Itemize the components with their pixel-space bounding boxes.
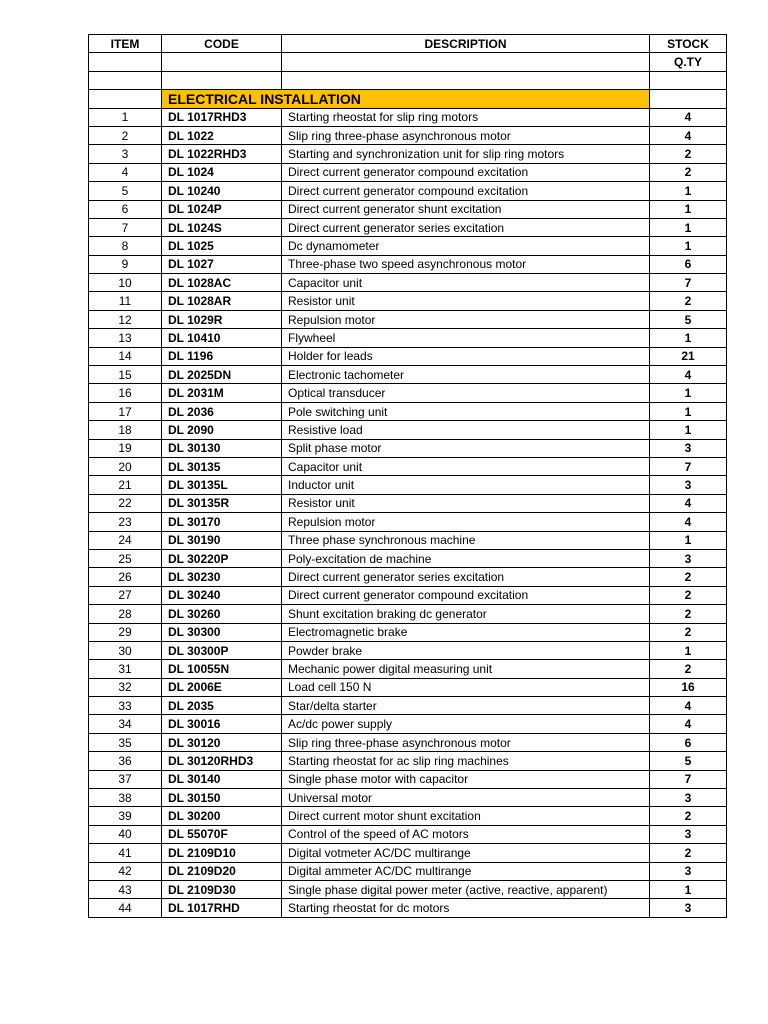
inventory-table (88, 34, 727, 918)
table-row (89, 770, 727, 788)
code-cell: DL 2109D20 (162, 862, 282, 880)
table-row (89, 899, 727, 917)
code-cell: DL 55070F (162, 825, 282, 843)
table-row (89, 586, 727, 604)
qty-cell: 3 (650, 476, 727, 494)
code-cell: DL 1022RHD3 (162, 145, 282, 163)
qty-cell: 1 (650, 531, 727, 549)
qty-cell: 1 (650, 880, 727, 898)
qty-cell: 7 (650, 457, 727, 475)
item-cell: 8 (89, 237, 162, 255)
code-cell: DL 30200 (162, 807, 282, 825)
qty-cell: 21 (650, 347, 727, 365)
table-row (89, 292, 727, 310)
qty-cell: 1 (650, 421, 727, 439)
qty-cell: 2 (650, 660, 727, 678)
qty-cell: 3 (650, 899, 727, 917)
item-cell: 33 (89, 697, 162, 715)
item-cell: 39 (89, 807, 162, 825)
header-row (89, 35, 727, 53)
stock-header: STOCK (650, 35, 727, 53)
item-cell: 29 (89, 623, 162, 641)
description-cell: Control of the speed of AC motors (282, 825, 650, 843)
code-cell: DL 30260 (162, 605, 282, 623)
code-cell: DL 1025 (162, 237, 282, 255)
description-cell: Direct current generator shunt excitation (282, 200, 650, 218)
code-cell: DL 1196 (162, 347, 282, 365)
description-cell: Holder for leads (282, 347, 650, 365)
item-cell: 9 (89, 255, 162, 273)
qty-cell: 2 (650, 605, 727, 623)
table-row (89, 844, 727, 862)
item-cell: 44 (89, 899, 162, 917)
table-row (89, 329, 727, 347)
code-cell: DL 1024P (162, 200, 282, 218)
table-row (89, 108, 727, 126)
description-cell: Optical transducer (282, 384, 650, 402)
code-cell: DL 1027 (162, 255, 282, 273)
code-cell: DL 30300P (162, 641, 282, 659)
item-cell: 25 (89, 549, 162, 567)
table-row (89, 476, 727, 494)
table-row (89, 605, 727, 623)
section-row (89, 90, 727, 108)
code-cell: DL 30190 (162, 531, 282, 549)
qty-cell: 2 (650, 163, 727, 181)
table-row (89, 825, 727, 843)
qty-cell: 4 (650, 697, 727, 715)
empty-cell (162, 53, 282, 71)
qty-cell: 4 (650, 715, 727, 733)
qty-cell: 2 (650, 145, 727, 163)
description-cell: Starting rheostat for dc motors (282, 899, 650, 917)
description-cell: Three phase synchronous machine (282, 531, 650, 549)
code-cell: DL 1028AR (162, 292, 282, 310)
item-cell: 34 (89, 715, 162, 733)
item-cell: 11 (89, 292, 162, 310)
description-cell: Resistor unit (282, 494, 650, 512)
table-row (89, 862, 727, 880)
code-cell: DL 30135 (162, 457, 282, 475)
table-row (89, 641, 727, 659)
table-row (89, 145, 727, 163)
description-cell: Direct current generator compound excitation (282, 586, 650, 604)
code-cell: DL 30230 (162, 568, 282, 586)
table-row (89, 163, 727, 181)
spacer-row (89, 71, 727, 89)
code-cell: DL 30300 (162, 623, 282, 641)
qty-cell: 4 (650, 108, 727, 126)
qty-cell: 2 (650, 568, 727, 586)
qty-cell: 1 (650, 237, 727, 255)
table-row (89, 218, 727, 236)
description-cell: Capacitor unit (282, 274, 650, 292)
description-cell: Inductor unit (282, 476, 650, 494)
description-cell: Direct current generator compound excitation (282, 182, 650, 200)
item-cell: 23 (89, 513, 162, 531)
description-cell: Poly-excitation de machine (282, 549, 650, 567)
table-row (89, 237, 727, 255)
table-row (89, 310, 727, 328)
code-cell: DL 1022 (162, 126, 282, 144)
table-row (89, 384, 727, 402)
table-row (89, 623, 727, 641)
code-cell: DL 1029R (162, 310, 282, 328)
item-cell: 36 (89, 752, 162, 770)
item-cell: 14 (89, 347, 162, 365)
qty-cell: 6 (650, 255, 727, 273)
description-cell: Digital ammeter AC/DC multirange (282, 862, 650, 880)
qty-cell: 5 (650, 752, 727, 770)
qty-cell: 4 (650, 366, 727, 384)
empty-cell (162, 71, 282, 89)
code-cell: DL 2036 (162, 402, 282, 420)
code-cell: DL 30016 (162, 715, 282, 733)
description-cell: Resistor unit (282, 292, 650, 310)
item-cell: 15 (89, 366, 162, 384)
qty-cell: 2 (650, 623, 727, 641)
code-cell: DL 30150 (162, 789, 282, 807)
code-cell: DL 2031M (162, 384, 282, 402)
empty-cell (282, 53, 650, 71)
item-cell: 3 (89, 145, 162, 163)
item-cell: 22 (89, 494, 162, 512)
table-row (89, 274, 727, 292)
empty-cell (89, 90, 162, 108)
section-title: ELECTRICAL INSTALLATION (162, 90, 650, 108)
item-cell: 6 (89, 200, 162, 218)
description-cell: Flywheel (282, 329, 650, 347)
table-row (89, 494, 727, 512)
code-cell: DL 2006E (162, 678, 282, 696)
description-cell: Direct current generator series excitation (282, 568, 650, 586)
description-cell: Split phase motor (282, 439, 650, 457)
item-cell: 42 (89, 862, 162, 880)
item-cell: 37 (89, 770, 162, 788)
header-subrow (89, 53, 727, 71)
description-cell: Shunt excitation braking dc generator (282, 605, 650, 623)
table-row (89, 182, 727, 200)
empty-cell (282, 71, 650, 89)
item-cell: 31 (89, 660, 162, 678)
item-cell: 17 (89, 402, 162, 420)
description-header: DESCRIPTION (282, 35, 650, 53)
description-cell: Resistive load (282, 421, 650, 439)
table-row (89, 549, 727, 567)
code-cell: DL 2035 (162, 697, 282, 715)
code-cell: DL 30130 (162, 439, 282, 457)
description-cell: Ac/dc power supply (282, 715, 650, 733)
item-cell: 5 (89, 182, 162, 200)
table-row (89, 531, 727, 549)
code-cell: DL 2090 (162, 421, 282, 439)
qty-cell: 3 (650, 825, 727, 843)
code-cell: DL 1017RHD (162, 899, 282, 917)
item-cell: 16 (89, 384, 162, 402)
table-row (89, 255, 727, 273)
description-cell: Dc dynamometer (282, 237, 650, 255)
table-row (89, 807, 727, 825)
code-cell: DL 1024S (162, 218, 282, 236)
item-cell: 1 (89, 108, 162, 126)
table-row (89, 439, 727, 457)
table-body (89, 71, 727, 917)
qty-cell: 1 (650, 641, 727, 659)
empty-cell (650, 71, 727, 89)
qty-cell: 1 (650, 218, 727, 236)
qty-cell: 1 (650, 384, 727, 402)
description-cell: Direct current motor shunt excitation (282, 807, 650, 825)
code-cell: DL 1024 (162, 163, 282, 181)
qty-cell: 5 (650, 310, 727, 328)
code-cell: DL 30140 (162, 770, 282, 788)
item-cell: 21 (89, 476, 162, 494)
qty-cell: 3 (650, 862, 727, 880)
description-cell: Slip ring three-phase asynchronous motor (282, 733, 650, 751)
code-cell: DL 30220P (162, 549, 282, 567)
description-cell: Starting and synchronization unit for slip ring motors (282, 145, 650, 163)
qty-cell: 7 (650, 770, 727, 788)
code-cell: DL 10055N (162, 660, 282, 678)
description-cell: Electronic tachometer (282, 366, 650, 384)
qty-cell: 16 (650, 678, 727, 696)
qty-cell: 2 (650, 807, 727, 825)
item-cell: 7 (89, 218, 162, 236)
item-cell: 38 (89, 789, 162, 807)
qty-cell: 1 (650, 200, 727, 218)
table-row (89, 347, 727, 365)
description-cell: Single phase motor with capacitor (282, 770, 650, 788)
description-cell: Starting rheostat for ac slip ring machines (282, 752, 650, 770)
description-cell: Repulsion motor (282, 310, 650, 328)
item-cell: 20 (89, 457, 162, 475)
description-cell: Capacitor unit (282, 457, 650, 475)
empty-cell (89, 71, 162, 89)
code-cell: DL 30135R (162, 494, 282, 512)
description-cell: Star/delta starter (282, 697, 650, 715)
item-cell: 2 (89, 126, 162, 144)
item-cell: 26 (89, 568, 162, 586)
code-cell: DL 10410 (162, 329, 282, 347)
qty-cell: 1 (650, 402, 727, 420)
table-row (89, 568, 727, 586)
description-cell: Electromagnetic brake (282, 623, 650, 641)
qty-cell: 3 (650, 789, 727, 807)
table-row (89, 880, 727, 898)
qty-cell: 6 (650, 733, 727, 751)
table-row (89, 733, 727, 751)
item-cell: 41 (89, 844, 162, 862)
code-cell: DL 1017RHD3 (162, 108, 282, 126)
table-row (89, 715, 727, 733)
qty-cell: 4 (650, 126, 727, 144)
code-cell: DL 30170 (162, 513, 282, 531)
description-cell: Load cell 150 N (282, 678, 650, 696)
code-cell: DL 2025DN (162, 366, 282, 384)
table-row (89, 200, 727, 218)
item-cell: 24 (89, 531, 162, 549)
code-cell: DL 30135L (162, 476, 282, 494)
table-row (89, 366, 727, 384)
code-cell: DL 2109D10 (162, 844, 282, 862)
table-row (89, 402, 727, 420)
description-cell: Single phase digital power meter (active, reactive, apparent) (282, 880, 650, 898)
description-cell: Starting rheostat for slip ring motors (282, 108, 650, 126)
qty-cell: 4 (650, 494, 727, 512)
qty-cell: 4 (650, 513, 727, 531)
description-cell: Direct current generator compound excitation (282, 163, 650, 181)
item-cell: 35 (89, 733, 162, 751)
code-cell: DL 10240 (162, 182, 282, 200)
table-row (89, 789, 727, 807)
item-cell: 12 (89, 310, 162, 328)
description-cell: Universal motor (282, 789, 650, 807)
description-cell: Three-phase two speed asynchronous motor (282, 255, 650, 273)
item-cell: 32 (89, 678, 162, 696)
item-cell: 30 (89, 641, 162, 659)
code-cell: DL 30120 (162, 733, 282, 751)
qty-cell: 2 (650, 586, 727, 604)
table-row (89, 678, 727, 696)
table-row (89, 697, 727, 715)
description-cell: Powder brake (282, 641, 650, 659)
description-cell: Direct current generator series excitation (282, 218, 650, 236)
qty-cell: 3 (650, 439, 727, 457)
item-cell: 18 (89, 421, 162, 439)
qty-cell: 1 (650, 182, 727, 200)
qty-cell: 7 (650, 274, 727, 292)
table-row (89, 457, 727, 475)
description-cell: Mechanic power digital measuring unit (282, 660, 650, 678)
table-row (89, 513, 727, 531)
code-cell: DL 2109D30 (162, 880, 282, 898)
code-header: CODE (162, 35, 282, 53)
item-cell: 4 (89, 163, 162, 181)
description-cell: Pole switching unit (282, 402, 650, 420)
empty-cell (650, 90, 727, 108)
code-cell: DL 1028AC (162, 274, 282, 292)
description-cell: Slip ring three-phase asynchronous motor (282, 126, 650, 144)
item-cell: 10 (89, 274, 162, 292)
item-cell: 28 (89, 605, 162, 623)
item-cell: 40 (89, 825, 162, 843)
item-cell: 27 (89, 586, 162, 604)
description-cell: Repulsion motor (282, 513, 650, 531)
qty-header: Q.TY (650, 53, 727, 71)
table-row (89, 421, 727, 439)
table-row (89, 126, 727, 144)
table-row (89, 752, 727, 770)
qty-cell: 1 (650, 329, 727, 347)
code-cell: DL 30120RHD3 (162, 752, 282, 770)
item-header: ITEM (89, 35, 162, 53)
code-cell: DL 30240 (162, 586, 282, 604)
qty-cell: 2 (650, 844, 727, 862)
item-cell: 43 (89, 880, 162, 898)
item-cell: 19 (89, 439, 162, 457)
item-cell: 13 (89, 329, 162, 347)
qty-cell: 2 (650, 292, 727, 310)
empty-cell (89, 53, 162, 71)
table-row (89, 660, 727, 678)
description-cell: Digital votmeter AC/DC multirange (282, 844, 650, 862)
qty-cell: 3 (650, 549, 727, 567)
